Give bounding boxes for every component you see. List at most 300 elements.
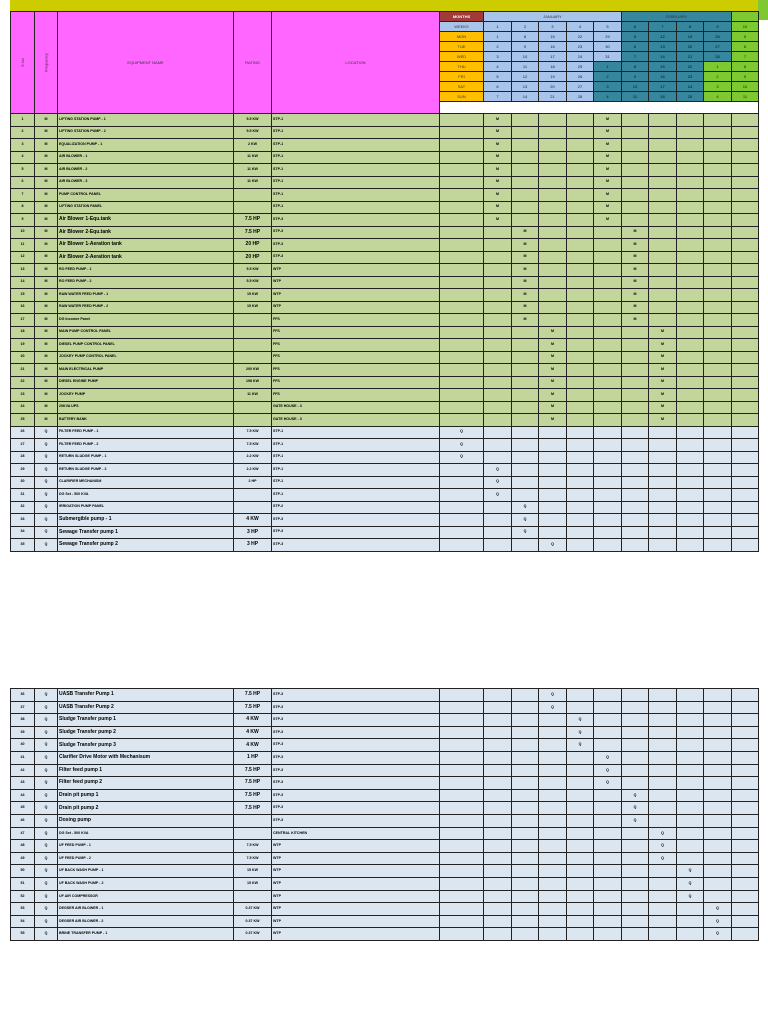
- schedule-cell: [622, 489, 649, 502]
- schedule-cell: [567, 376, 594, 389]
- schedule-cell: [704, 251, 732, 264]
- schedule-cell: Q: [539, 539, 567, 552]
- table-row: [11, 739, 759, 752]
- table-row: [11, 514, 759, 527]
- schedule-cell: [440, 877, 484, 890]
- calendar-cell: 27: [567, 82, 594, 92]
- schedule-cell: M: [649, 326, 677, 339]
- schedule-cell: [704, 890, 732, 903]
- schedule-cell: [732, 539, 759, 552]
- schedule-cell: [704, 802, 732, 815]
- schedule-cell: [512, 439, 539, 452]
- row-frequency: Q: [35, 489, 58, 502]
- calendar-cell: 2: [594, 72, 622, 82]
- schedule-cell: [440, 414, 484, 427]
- schedule-cell: [622, 865, 649, 878]
- schedule-cell: M: [594, 151, 622, 164]
- schedule-cell: [484, 865, 512, 878]
- row-frequency: Q: [35, 865, 58, 878]
- calendar-cell: 16: [539, 42, 567, 52]
- calendar-cell: 7: [622, 52, 649, 62]
- schedule-cell: [484, 714, 512, 727]
- calendar-cell: 1: [594, 62, 622, 72]
- table-row: [11, 877, 759, 890]
- schedule-cell: [484, 514, 512, 527]
- row-rating: 200 KW: [234, 364, 272, 377]
- schedule-cell: [484, 827, 512, 840]
- schedule-cell: [677, 201, 704, 214]
- row-equipment-name: Sludge Transfer pump 2: [58, 726, 234, 739]
- schedule-cell: [440, 689, 484, 702]
- schedule-cell: [539, 814, 567, 827]
- calendar-cell: 1: [704, 62, 732, 72]
- schedule-cell: [539, 840, 567, 853]
- header-march-start: [732, 12, 759, 22]
- schedule-cell: [704, 852, 732, 865]
- maintenance-schedule-table-page-2: [10, 688, 759, 941]
- row-location: STP-1: [272, 139, 440, 152]
- schedule-cell: [484, 789, 512, 802]
- row-sno: 18: [11, 326, 35, 339]
- row-rating: [234, 189, 272, 202]
- schedule-cell: Q: [539, 701, 567, 714]
- schedule-cell: [567, 201, 594, 214]
- schedule-cell: [677, 376, 704, 389]
- row-sno: 48: [11, 840, 35, 853]
- schedule-cell: [567, 514, 594, 527]
- schedule-cell: [732, 264, 759, 277]
- schedule-cell: [440, 814, 484, 827]
- schedule-cell: Q: [649, 852, 677, 865]
- schedule-cell: [649, 501, 677, 514]
- calendar-row-label: WED: [440, 52, 484, 62]
- schedule-cell: [704, 865, 732, 878]
- schedule-cell: [567, 126, 594, 139]
- calendar-cell: 7: [484, 92, 512, 102]
- schedule-cell: [440, 301, 484, 314]
- row-equipment-name: Air Blower 2-Aeration tank: [58, 251, 234, 264]
- row-rating: 15 KW: [234, 301, 272, 314]
- schedule-cell: [484, 726, 512, 739]
- schedule-cell: M: [649, 364, 677, 377]
- row-rating: 7.5 HP: [234, 789, 272, 802]
- row-location: FFS: [272, 389, 440, 402]
- row-sno: 51: [11, 877, 35, 890]
- table-row: [11, 928, 759, 941]
- table-row: [11, 890, 759, 903]
- row-location: STP-3: [272, 689, 440, 702]
- schedule-cell: [539, 789, 567, 802]
- row-equipment-name: Sewage Transfer pump 1: [58, 526, 234, 539]
- schedule-cell: [704, 476, 732, 489]
- schedule-cell: [732, 689, 759, 702]
- schedule-cell: [622, 539, 649, 552]
- calendar-cell: 2: [704, 72, 732, 82]
- row-location: STP-3: [272, 789, 440, 802]
- schedule-cell: [677, 751, 704, 764]
- table-row: [11, 689, 759, 702]
- row-location: STP-1: [272, 189, 440, 202]
- schedule-cell: [704, 489, 732, 502]
- row-sno: 54: [11, 915, 35, 928]
- row-frequency: M: [35, 314, 58, 327]
- schedule-cell: [704, 389, 732, 402]
- schedule-cell: [567, 777, 594, 790]
- calendar-row-label: TUE: [440, 42, 484, 52]
- schedule-cell: [704, 139, 732, 152]
- row-equipment-name: Air Blower 1-Equ.tank: [58, 214, 234, 227]
- schedule-cell: [594, 239, 622, 252]
- schedule-cell: [539, 239, 567, 252]
- table-row: [11, 226, 759, 239]
- row-equipment-name: 20KVA UPS: [58, 401, 234, 414]
- row-location: STP-1: [272, 476, 440, 489]
- schedule-cell: [440, 489, 484, 502]
- row-sno: 34: [11, 526, 35, 539]
- table-row: [11, 501, 759, 514]
- schedule-cell: [484, 301, 512, 314]
- schedule-cell: M: [594, 114, 622, 127]
- row-location: FFS: [272, 326, 440, 339]
- schedule-cell: [567, 915, 594, 928]
- schedule-cell: [622, 739, 649, 752]
- calendar-cell: 14: [512, 92, 539, 102]
- table-row: [11, 426, 759, 439]
- row-sno: 43: [11, 777, 35, 790]
- schedule-cell: [484, 877, 512, 890]
- schedule-cell: [567, 364, 594, 377]
- row-location: STP-3: [272, 814, 440, 827]
- schedule-cell: [649, 514, 677, 527]
- header-location: LOCATION: [272, 12, 440, 114]
- row-location: STP-1: [272, 439, 440, 452]
- schedule-cell: [594, 414, 622, 427]
- schedule-cell: [704, 214, 732, 227]
- calendar-cell: 8: [677, 22, 704, 32]
- row-location: STP-1: [272, 176, 440, 189]
- calendar-cell: 16: [649, 72, 677, 82]
- row-frequency: Q: [35, 890, 58, 903]
- schedule-cell: [539, 289, 567, 302]
- schedule-cell: [539, 464, 567, 477]
- schedule-cell: [704, 189, 732, 202]
- schedule-cell: M: [594, 214, 622, 227]
- schedule-cell: [732, 239, 759, 252]
- schedule-cell: [677, 126, 704, 139]
- schedule-cell: [649, 764, 677, 777]
- schedule-cell: [594, 689, 622, 702]
- row-location: STP-3: [272, 714, 440, 727]
- table-row: [11, 364, 759, 377]
- calendar-cell: 27: [704, 42, 732, 52]
- schedule-cell: [732, 114, 759, 127]
- row-sno: 5: [11, 164, 35, 177]
- schedule-cell: [512, 426, 539, 439]
- calendar-cell: 6: [622, 22, 649, 32]
- schedule-cell: [732, 928, 759, 941]
- schedule-cell: [539, 526, 567, 539]
- row-frequency: Q: [35, 852, 58, 865]
- schedule-cell: M: [539, 376, 567, 389]
- schedule-cell: [567, 802, 594, 815]
- schedule-cell: Q: [594, 777, 622, 790]
- maintenance-schedule-table-page-1: [10, 11, 759, 552]
- schedule-cell: [539, 890, 567, 903]
- schedule-cell: [704, 264, 732, 277]
- row-equipment-name: Sewage Transfer pump 2: [58, 539, 234, 552]
- row-sno: 1: [11, 114, 35, 127]
- calendar-cell: 26: [704, 32, 732, 42]
- schedule-cell: [622, 389, 649, 402]
- schedule-cell: M: [484, 164, 512, 177]
- schedule-cell: [567, 151, 594, 164]
- table-row: [11, 326, 759, 339]
- row-frequency: Q: [35, 539, 58, 552]
- schedule-cell: [732, 865, 759, 878]
- table-row: [11, 814, 759, 827]
- schedule-cell: [732, 890, 759, 903]
- schedule-cell: [594, 264, 622, 277]
- schedule-cell: [704, 126, 732, 139]
- row-location: FFS: [272, 314, 440, 327]
- calendar-cell: 10: [732, 22, 759, 32]
- schedule-cell: [732, 877, 759, 890]
- schedule-cell: Q: [567, 714, 594, 727]
- schedule-cell: [594, 814, 622, 827]
- schedule-cell: [732, 301, 759, 314]
- schedule-cell: M: [484, 176, 512, 189]
- schedule-cell: [732, 276, 759, 289]
- schedule-cell: [622, 840, 649, 853]
- schedule-cell: [512, 464, 539, 477]
- row-sno: 49: [11, 852, 35, 865]
- row-location: FFS: [272, 339, 440, 352]
- schedule-cell: [622, 326, 649, 339]
- schedule-cell: [704, 151, 732, 164]
- schedule-cell: [622, 364, 649, 377]
- schedule-cell: [622, 726, 649, 739]
- schedule-cell: [484, 526, 512, 539]
- schedule-cell: [649, 539, 677, 552]
- schedule-cell: [649, 251, 677, 264]
- schedule-cell: [704, 414, 732, 427]
- schedule-cell: [677, 164, 704, 177]
- row-frequency: M: [35, 239, 58, 252]
- calendar-cell: 3: [484, 52, 512, 62]
- table-row: [11, 251, 759, 264]
- schedule-cell: [512, 903, 539, 916]
- schedule-cell: [732, 326, 759, 339]
- schedule-cell: M: [594, 139, 622, 152]
- schedule-cell: M: [649, 339, 677, 352]
- schedule-cell: [567, 339, 594, 352]
- table-row: [11, 714, 759, 727]
- table-row: [11, 164, 759, 177]
- schedule-cell: [512, 326, 539, 339]
- schedule-cell: [484, 351, 512, 364]
- row-sno: 42: [11, 764, 35, 777]
- row-frequency: Q: [35, 689, 58, 702]
- schedule-cell: [512, 928, 539, 941]
- row-equipment-name: UF BACK WASH PUMP - 1: [58, 865, 234, 878]
- calendar-cell: 4: [484, 62, 512, 72]
- table-row: [11, 339, 759, 352]
- schedule-cell: [440, 314, 484, 327]
- title-bar: [10, 0, 758, 11]
- schedule-cell: [677, 526, 704, 539]
- schedule-cell: [440, 176, 484, 189]
- schedule-cell: [677, 489, 704, 502]
- calendar-cell: 3: [539, 22, 567, 32]
- schedule-cell: [732, 164, 759, 177]
- schedule-cell: [622, 915, 649, 928]
- schedule-cell: [539, 903, 567, 916]
- schedule-cell: [594, 464, 622, 477]
- schedule-cell: [484, 915, 512, 928]
- row-equipment-name: DEGSER AIR BLOWER - 1: [58, 903, 234, 916]
- row-sno: 12: [11, 251, 35, 264]
- calendar-cell: 5: [622, 32, 649, 42]
- schedule-cell: [484, 890, 512, 903]
- row-rating: 7.5 KW: [234, 852, 272, 865]
- schedule-cell: [594, 351, 622, 364]
- row-location: STP-1: [272, 151, 440, 164]
- row-frequency: Q: [35, 915, 58, 928]
- row-frequency: Q: [35, 751, 58, 764]
- schedule-cell: [649, 176, 677, 189]
- schedule-cell: [677, 289, 704, 302]
- schedule-cell: [512, 176, 539, 189]
- schedule-cell: [512, 764, 539, 777]
- schedule-cell: [539, 439, 567, 452]
- row-sno: 41: [11, 751, 35, 764]
- schedule-cell: [594, 915, 622, 928]
- schedule-cell: [732, 514, 759, 527]
- table-row: [11, 865, 759, 878]
- schedule-cell: [512, 339, 539, 352]
- schedule-cell: [440, 276, 484, 289]
- row-sno: 30: [11, 476, 35, 489]
- row-equipment-name: Air Blower 2-Equ.tank: [58, 226, 234, 239]
- schedule-cell: [704, 501, 732, 514]
- row-sno: 36: [11, 689, 35, 702]
- calendar-cell: 19: [677, 32, 704, 42]
- calendar-cell: 13: [649, 42, 677, 52]
- table-row: [11, 139, 759, 152]
- row-location: FFS: [272, 364, 440, 377]
- schedule-cell: [704, 726, 732, 739]
- row-rating: 7.5 HP: [234, 226, 272, 239]
- row-rating: 7.5 KW: [234, 426, 272, 439]
- schedule-cell: [649, 777, 677, 790]
- row-location: WTP: [272, 276, 440, 289]
- schedule-cell: [512, 389, 539, 402]
- row-rating: 11 KW: [234, 151, 272, 164]
- row-rating: 0.37 KW: [234, 928, 272, 941]
- schedule-cell: [484, 326, 512, 339]
- schedule-cell: Q: [622, 814, 649, 827]
- schedule-cell: [704, 764, 732, 777]
- schedule-cell: M: [484, 189, 512, 202]
- row-sno: 44: [11, 789, 35, 802]
- schedule-cell: [567, 689, 594, 702]
- schedule-cell: [512, 877, 539, 890]
- row-equipment-name: RO FEED PUMP - 2: [58, 276, 234, 289]
- row-frequency: Q: [35, 777, 58, 790]
- row-location: STP-3: [272, 526, 440, 539]
- schedule-cell: [622, 339, 649, 352]
- schedule-cell: [539, 739, 567, 752]
- table-row: [11, 389, 759, 402]
- schedule-cell: Q: [622, 802, 649, 815]
- row-equipment-name: Filter feed pump 2: [58, 777, 234, 790]
- calendar-cell: 30: [594, 42, 622, 52]
- row-location: STP-3: [272, 751, 440, 764]
- row-rating: 1 HP: [234, 751, 272, 764]
- schedule-cell: M: [539, 326, 567, 339]
- row-equipment-name: EQUALIZATION PUMP - 1: [58, 139, 234, 152]
- row-sno: 20: [11, 351, 35, 364]
- schedule-cell: [622, 376, 649, 389]
- row-rating: 15 KW: [234, 877, 272, 890]
- schedule-cell: [732, 126, 759, 139]
- schedule-cell: [594, 514, 622, 527]
- schedule-cell: [512, 915, 539, 928]
- row-equipment-name: MAIN ELECTRICAL PUMP: [58, 364, 234, 377]
- schedule-cell: [567, 789, 594, 802]
- schedule-cell: [622, 414, 649, 427]
- schedule-cell: [622, 426, 649, 439]
- schedule-cell: [732, 189, 759, 202]
- schedule-cell: M: [539, 401, 567, 414]
- schedule-cell: [539, 514, 567, 527]
- row-frequency: Q: [35, 928, 58, 941]
- schedule-cell: M: [512, 276, 539, 289]
- schedule-cell: [677, 389, 704, 402]
- schedule-cell: [567, 751, 594, 764]
- schedule-cell: [677, 214, 704, 227]
- schedule-cell: [484, 439, 512, 452]
- schedule-cell: [484, 903, 512, 916]
- schedule-cell: [594, 326, 622, 339]
- schedule-cell: [484, 689, 512, 702]
- schedule-cell: [732, 289, 759, 302]
- calendar-cell: 5: [484, 72, 512, 82]
- schedule-cell: [539, 489, 567, 502]
- schedule-cell: [512, 751, 539, 764]
- schedule-cell: [732, 739, 759, 752]
- schedule-cell: [440, 903, 484, 916]
- schedule-cell: [512, 739, 539, 752]
- schedule-cell: M: [512, 251, 539, 264]
- schedule-cell: [649, 701, 677, 714]
- schedule-cell: [732, 414, 759, 427]
- schedule-cell: Q: [677, 890, 704, 903]
- row-sno: 46: [11, 814, 35, 827]
- table-row: [11, 915, 759, 928]
- schedule-cell: [677, 339, 704, 352]
- schedule-cell: [539, 214, 567, 227]
- schedule-cell: Q: [539, 689, 567, 702]
- schedule-cell: [622, 201, 649, 214]
- row-equipment-name: Clarifier Drive Motor with Mechanisum: [58, 751, 234, 764]
- schedule-cell: [649, 726, 677, 739]
- schedule-cell: [677, 151, 704, 164]
- row-rating: 5.5 KW: [234, 114, 272, 127]
- row-frequency: Q: [35, 739, 58, 752]
- row-location: STP-3: [272, 226, 440, 239]
- calendar-cell: 31: [594, 52, 622, 62]
